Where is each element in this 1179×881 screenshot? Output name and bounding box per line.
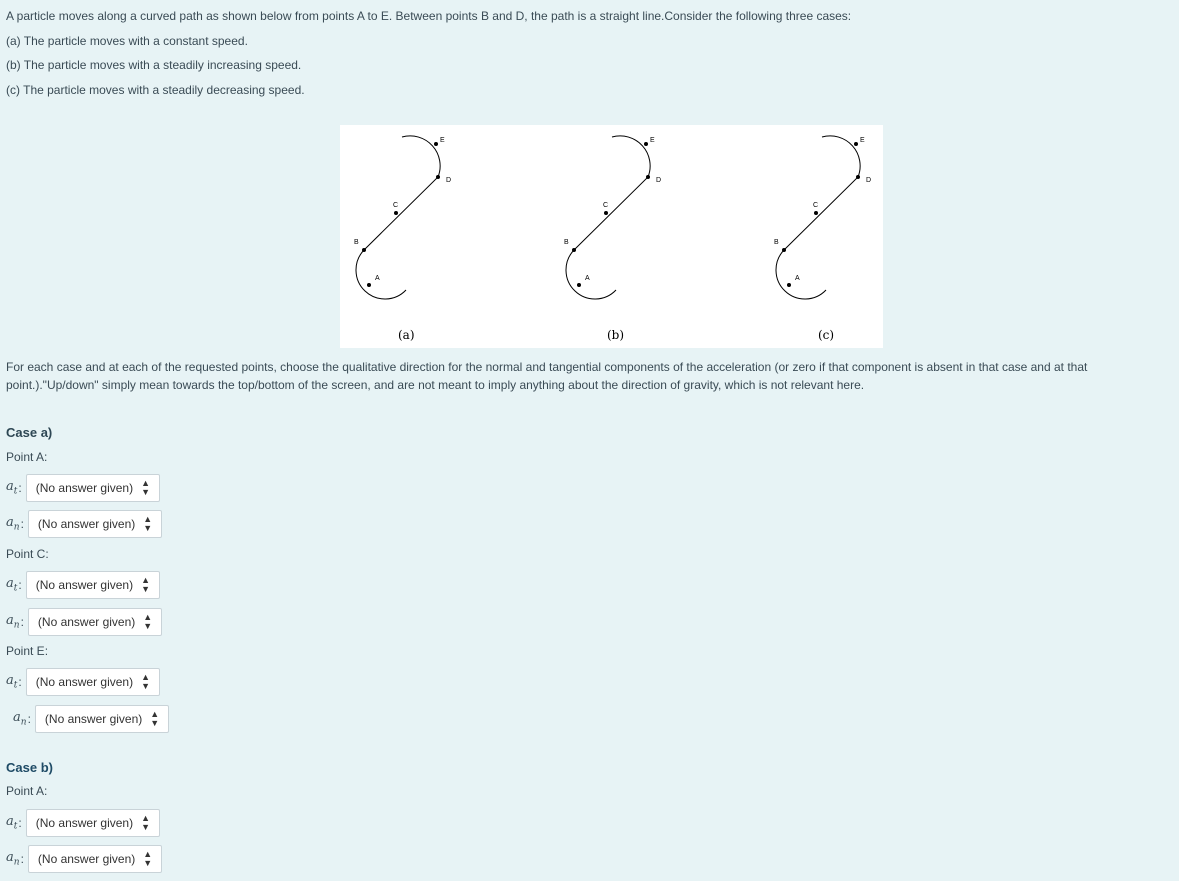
updown-icon: ▲ ▼	[141, 813, 151, 832]
label-e: E	[440, 137, 445, 144]
label-c: C	[603, 202, 609, 209]
label-d: D	[866, 177, 872, 184]
updown-icon: ▲ ▼	[141, 478, 151, 497]
case-a-point-e-an-select[interactable]: (No answer given) ▲ ▼	[35, 705, 169, 733]
label-c: C	[393, 202, 399, 209]
case-a-point-a-at-select[interactable]: (No answer given) ▲ ▼	[26, 474, 160, 502]
case-a-point-c-label: Point C:	[6, 547, 49, 561]
updown-icon: ▲ ▼	[141, 575, 151, 594]
an-symbol: $a_n$	[6, 515, 20, 533]
case-a-point-c-an-select[interactable]: (No answer given) ▲ ▼	[28, 608, 162, 636]
instructions: For each case and at each of the requested points, choose the qualitative direction for the normal and tangential components of the acceleration (or zero if that component is absent in that case and at that point.)."Up/down" simply mean towards the top/bottom of the screen, and are not meant to imply anything about the direction of gravity, which is not relevant here.	[6, 360, 1088, 392]
case-b-description: (b) The particle moves with a steadily increasing speed.	[6, 58, 302, 72]
label-e: E	[650, 137, 655, 144]
case-a-title: Case a)	[6, 425, 53, 440]
updown-icon: ▲ ▼	[141, 672, 151, 691]
case-a-point-e-at-row: $a_t$ : (No answer given) ▲ ▼	[6, 668, 160, 696]
case-a-point-a-an-select[interactable]: (No answer given) ▲ ▼	[28, 510, 162, 538]
case-b-point-a-label: Point A:	[6, 784, 48, 798]
at-symbol: $a_t$	[6, 673, 18, 691]
case-a-point-c-at-row: $a_t$ : (No answer given) ▲ ▼	[6, 571, 160, 599]
case-a-point-c-an-row: $a_n$ : (No answer given) ▲ ▼	[6, 608, 162, 636]
at-symbol: $a_t$	[6, 576, 18, 594]
at-symbol: $a_t$	[6, 814, 18, 832]
case-a-point-e-at-select[interactable]: (No answer given) ▲ ▼	[26, 668, 160, 696]
caption-c: (c)	[818, 328, 835, 342]
label-b: B	[774, 239, 779, 246]
updown-icon: ▲ ▼	[143, 849, 153, 868]
case-a-point-e-an-row: $a_n$ : (No answer given) ▲ ▼	[13, 705, 169, 733]
label-b: B	[564, 239, 569, 246]
problem-statement	[6, 4, 1171, 102]
label-a: A	[795, 275, 800, 282]
caption-b: (b)	[607, 328, 625, 342]
path-figure	[340, 125, 883, 348]
case-a-point-a-at-row: $a_t$ : (No answer given) ▲ ▼	[6, 474, 160, 502]
label-d: D	[446, 177, 452, 184]
case-b-point-a-an-select[interactable]: (No answer given) ▲ ▼	[28, 845, 162, 873]
updown-icon: ▲ ▼	[143, 612, 153, 631]
label-a: A	[375, 275, 380, 282]
an-symbol: $a_n$	[13, 710, 27, 728]
case-c-description: (c) The particle moves with a steadily decreasing speed.	[6, 82, 305, 97]
label-e: E	[860, 137, 865, 144]
intro-line: A particle moves along a curved path as shown below from points A to E. Between points B and D, the path is a straight line.Consider the following three cases:	[6, 9, 852, 23]
case-a-point-a-an-row: $a_n$ : (No answer given) ▲ ▼	[6, 510, 162, 538]
at-symbol: $a_t$	[6, 479, 18, 497]
case-b-point-a-an-row: $a_n$ : (No answer given) ▲ ▼	[6, 845, 162, 873]
case-a-point-c-at-select[interactable]: (No answer given) ▲ ▼	[26, 571, 160, 599]
case-b-title: Case b)	[6, 760, 53, 775]
updown-icon: ▲ ▼	[150, 709, 160, 728]
case-a-description: (a) The particle moves with a constant speed.	[6, 33, 248, 48]
an-symbol: $a_n$	[6, 613, 20, 631]
case-b-point-a-at-select[interactable]: (No answer given) ▲ ▼	[26, 809, 160, 837]
diagram-b	[564, 136, 661, 342]
case-b-point-a-at-row: $a_t$ : (No answer given) ▲ ▼	[6, 809, 160, 837]
label-a: A	[585, 275, 590, 282]
diagram-a	[354, 136, 451, 342]
label-b: B	[354, 239, 359, 246]
caption-a: (a)	[398, 328, 415, 342]
label-c: C	[813, 202, 819, 209]
an-symbol: $a_n$	[6, 850, 20, 868]
case-a-point-a-label: Point A:	[6, 450, 48, 464]
diagram-c	[774, 136, 871, 342]
updown-icon: ▲ ▼	[143, 514, 153, 533]
case-a-point-e-label: Point E:	[6, 644, 49, 658]
label-d: D	[656, 177, 662, 184]
